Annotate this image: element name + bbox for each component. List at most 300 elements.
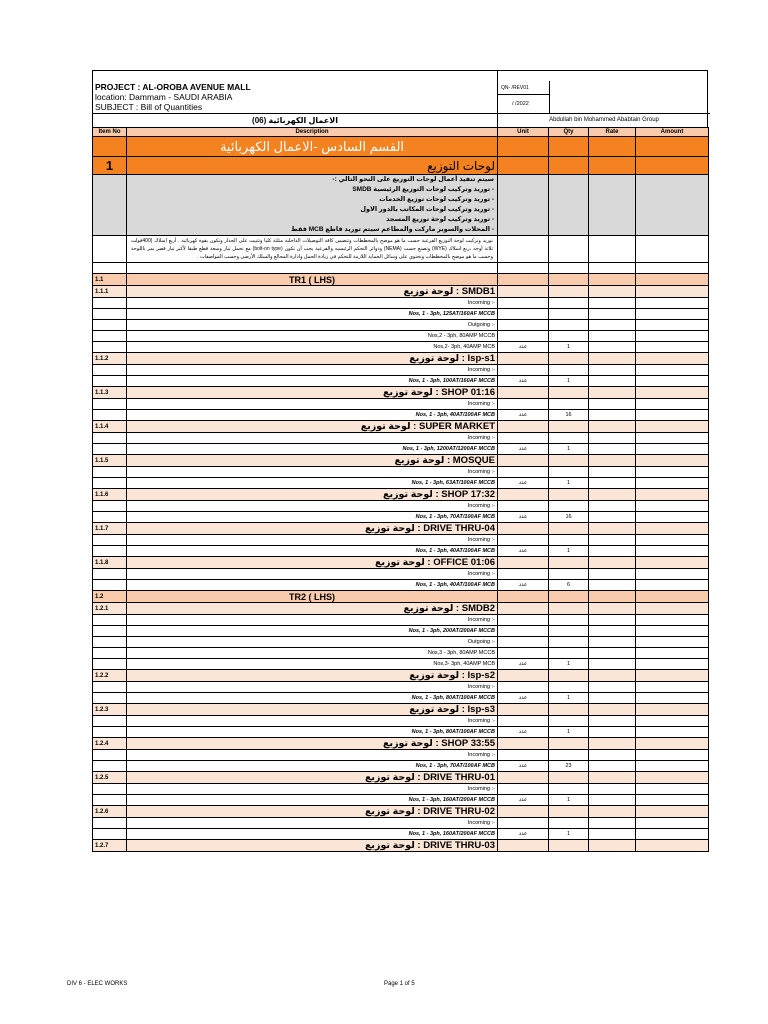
item-unit [498, 818, 549, 829]
item-description: Nos, 1 - 3ph, 1200AT/1200AF MCCB [127, 444, 498, 455]
item-unit [498, 615, 549, 626]
item-amount [636, 829, 709, 840]
item-description: Incoming :- [127, 467, 498, 478]
item-rate [589, 274, 636, 286]
item-number: 1.2.1 [93, 603, 127, 615]
item-rate [589, 320, 636, 331]
item-unit [498, 298, 549, 309]
item-description: لوحة توزيع : OFFICE 01:06 [127, 557, 498, 569]
item-description: Nos, 1 - 3ph, 70AT/100AF MCB [127, 512, 498, 523]
boq-sheet [92, 70, 708, 852]
item-number [93, 309, 127, 320]
item-quantity [549, 489, 589, 501]
item-rate [589, 818, 636, 829]
item-description: Nos, 1 - 3ph, 40AT/100AF MCB [127, 410, 498, 421]
line-row [93, 761, 709, 772]
item-unit [498, 784, 549, 795]
item-quantity [549, 421, 589, 433]
item-amount [636, 444, 709, 455]
item-description: Nos, 1 - 3ph, 70AT/100AF MCB [127, 761, 498, 772]
item-unit [498, 648, 549, 659]
item-quantity: 1 [549, 376, 589, 387]
line-row [93, 501, 709, 512]
item-amount [636, 455, 709, 467]
item-number [93, 410, 127, 421]
item-amount [636, 298, 709, 309]
item-amount [636, 637, 709, 648]
line-row [93, 410, 709, 421]
item-description: Incoming :- [127, 682, 498, 693]
item-number: 1.1.2 [93, 353, 127, 365]
item-rate [589, 670, 636, 682]
item-number [93, 693, 127, 704]
item-rate [589, 795, 636, 806]
item-number [93, 784, 127, 795]
section-title: القسم السادس -الاعمال الكهربائية [127, 137, 498, 157]
item-quantity [549, 750, 589, 761]
line-row [93, 580, 709, 591]
item-row [93, 704, 709, 716]
item-number [93, 331, 127, 342]
item-quantity [549, 569, 589, 580]
division-subtitle: الاعمال الكهربائية (06) [93, 113, 497, 127]
item-number [93, 535, 127, 546]
line-row [93, 376, 709, 387]
item-number: 1.2.5 [93, 772, 127, 784]
item-rate [589, 716, 636, 727]
item-amount [636, 523, 709, 535]
line-row [93, 626, 709, 637]
item-amount [636, 806, 709, 818]
item-description: لوحة توزيع : DRIVE THRU-04 [127, 523, 498, 535]
section-title-row [93, 137, 709, 157]
item-quantity [549, 286, 589, 298]
item-quantity [549, 591, 589, 603]
item-quantity: 1 [549, 829, 589, 840]
scope-line: - توريد وتركيب لوحات توزيع الخدمات [379, 196, 494, 203]
item-number [93, 546, 127, 557]
item-description: Incoming :- [127, 298, 498, 309]
item-description: Nos, 1 - 3ph, 100AT/160AF MCCB [127, 376, 498, 387]
item-rate [589, 387, 636, 399]
quotation-date: / /2022 [498, 95, 550, 113]
item-rate [589, 376, 636, 387]
line-row [93, 298, 709, 309]
item-amount [636, 365, 709, 376]
item-description: Incoming :- [127, 569, 498, 580]
project-name: PROJECT : AL-OROBA AVENUE MALL [95, 82, 251, 92]
item-description: Nos, 1 - 3ph, 63AT/100AF MCCB [127, 478, 498, 489]
line-row [93, 829, 709, 840]
item-amount [636, 331, 709, 342]
item-rate [589, 489, 636, 501]
line-row [93, 716, 709, 727]
item-description: Nos,2- 3ph, 40AMP MCB [127, 342, 498, 353]
item-amount [636, 421, 709, 433]
line-row [93, 750, 709, 761]
item-unit [498, 467, 549, 478]
item-rate [589, 309, 636, 320]
line-row [93, 648, 709, 659]
item-rate [589, 750, 636, 761]
item-rate [589, 512, 636, 523]
item-unit [498, 353, 549, 365]
item-description: Nos,3- 3ph, 40AMP MCB [127, 659, 498, 670]
item-number [93, 512, 127, 523]
item-description: لوحة توزيع : SMDB2 [127, 603, 498, 615]
item-rate [589, 286, 636, 298]
quotation-number: QN- /REV01 [498, 81, 550, 95]
item-description: لوحة توزيع : DRIVE THRU-01 [127, 772, 498, 784]
line-row [93, 467, 709, 478]
item-quantity: 1 [549, 795, 589, 806]
item-number: 1.2.4 [93, 738, 127, 750]
item-unit [498, 331, 549, 342]
line-row [93, 659, 709, 670]
item-row [93, 387, 709, 399]
item-quantity [549, 433, 589, 444]
line-row [93, 309, 709, 320]
item-rate [589, 704, 636, 716]
item-number [93, 298, 127, 309]
scope-line: - المحلات والسوبر ماركت والمطاعم سيتم توريد قاطع MCB فقط [291, 226, 494, 233]
item-description: لوحة توزيع : DRIVE THRU-03 [127, 840, 498, 852]
item-amount [636, 716, 709, 727]
column-header: Amount [636, 128, 709, 137]
item-number: 1.1.5 [93, 455, 127, 467]
item-unit [498, 286, 549, 298]
column-header: Qty [549, 128, 589, 137]
item-amount [636, 580, 709, 591]
item-amount [636, 353, 709, 365]
item-amount [636, 682, 709, 693]
item-unit [498, 320, 549, 331]
item-description: Nos, 1 - 3ph, 200AT/200AF MCCB [127, 626, 498, 637]
item-number: 1.2.6 [93, 806, 127, 818]
item-unit [498, 670, 549, 682]
column-header: Description [127, 128, 498, 137]
item-quantity [549, 467, 589, 478]
item-unit: عدد [498, 795, 549, 806]
item-number [93, 342, 127, 353]
item-unit [498, 750, 549, 761]
item-unit: عدد [498, 478, 549, 489]
item-description: Incoming :- [127, 818, 498, 829]
item-rate [589, 501, 636, 512]
item-quantity: 23 [549, 761, 589, 772]
item-description: Incoming :- [127, 716, 498, 727]
line-row [93, 444, 709, 455]
item-description: Incoming :- [127, 399, 498, 410]
item-rate [589, 365, 636, 376]
item-rate [589, 399, 636, 410]
item-quantity: 16 [549, 512, 589, 523]
item-rate [589, 637, 636, 648]
group-row [93, 591, 709, 603]
item-description: Outgoing :- [127, 320, 498, 331]
item-description: Incoming :- [127, 365, 498, 376]
item-description: لوحة توزيع : SHOP 33:55 [127, 738, 498, 750]
item-amount [636, 626, 709, 637]
item-amount [636, 376, 709, 387]
item-number [93, 659, 127, 670]
item-number [93, 399, 127, 410]
item-number [93, 727, 127, 738]
item-quantity [549, 274, 589, 286]
item-amount [636, 738, 709, 750]
item-rate [589, 615, 636, 626]
item-row [93, 840, 709, 852]
item-row [93, 772, 709, 784]
item-rate [589, 421, 636, 433]
item-unit [498, 365, 549, 376]
item-description: Nos, 1 - 3ph, 160AT/200AF MCCB [127, 829, 498, 840]
item-unit [498, 523, 549, 535]
item-rate [589, 569, 636, 580]
group-row [93, 274, 709, 286]
item-number [93, 501, 127, 512]
item-unit [498, 772, 549, 784]
item-quantity [549, 772, 589, 784]
item-description: TR2 ( LHS) [127, 591, 498, 603]
item-row [93, 603, 709, 615]
item-unit: عدد [498, 376, 549, 387]
item-description: Incoming :- [127, 433, 498, 444]
item-rate [589, 455, 636, 467]
item-description: لوحة توزيع : Isp-s2 [127, 670, 498, 682]
item-amount [636, 478, 709, 489]
item-amount [636, 795, 709, 806]
item-unit [498, 626, 549, 637]
item-number [93, 376, 127, 387]
line-row [93, 342, 709, 353]
item-number: 1.1.8 [93, 557, 127, 569]
item-row [93, 421, 709, 433]
line-row [93, 693, 709, 704]
item-rate [589, 784, 636, 795]
item-quantity [549, 840, 589, 852]
item-unit: عدد [498, 829, 549, 840]
item-unit [498, 704, 549, 716]
item-unit [498, 806, 549, 818]
item-amount [636, 727, 709, 738]
item-number [93, 682, 127, 693]
item-amount [636, 286, 709, 298]
item-amount [636, 591, 709, 603]
item-number [93, 580, 127, 591]
item-amount [636, 818, 709, 829]
item-rate [589, 331, 636, 342]
item-quantity [549, 603, 589, 615]
item-rate [589, 603, 636, 615]
item-quantity: 1 [549, 342, 589, 353]
item-number [93, 648, 127, 659]
item-rate [589, 682, 636, 693]
item-number [93, 569, 127, 580]
item-quantity: 16 [549, 410, 589, 421]
item-quantity [549, 298, 589, 309]
line-row [93, 331, 709, 342]
sheet-header [92, 70, 708, 127]
scope-list [127, 175, 498, 236]
section-number: 1 [93, 157, 127, 175]
item-amount [636, 761, 709, 772]
item-unit: عدد [498, 444, 549, 455]
item-quantity [549, 387, 589, 399]
scope-line: - توريد وتركيب لوحة توزيع المسجد [386, 216, 494, 223]
item-unit: عدد [498, 580, 549, 591]
item-quantity [549, 818, 589, 829]
line-row [93, 546, 709, 557]
item-rate [589, 693, 636, 704]
item-number [93, 615, 127, 626]
item-unit [498, 535, 549, 546]
item-number [93, 320, 127, 331]
item-quantity [549, 523, 589, 535]
item-rate [589, 738, 636, 750]
item-description: Outgoing :- [127, 637, 498, 648]
item-unit [498, 591, 549, 603]
item-unit [498, 501, 549, 512]
item-quantity: 1 [549, 546, 589, 557]
line-row [93, 818, 709, 829]
item-quantity: 1 [549, 478, 589, 489]
item-amount [636, 467, 709, 478]
item-quantity: 1 [549, 659, 589, 670]
line-row [93, 784, 709, 795]
item-rate [589, 829, 636, 840]
item-unit [498, 399, 549, 410]
item-amount [636, 399, 709, 410]
item-amount [636, 603, 709, 615]
footer-page-number: Page 1 of 5 [384, 981, 415, 987]
item-description: Nos, 1 - 3ph, 125AT/160AF MCCB [127, 309, 498, 320]
item-number: 1.2.7 [93, 840, 127, 852]
item-unit [498, 716, 549, 727]
item-description: Incoming :- [127, 615, 498, 626]
item-quantity: 6 [549, 580, 589, 591]
specification-text: توريد وتركيب لوحة التوزيع الفرعية حسب ما هو موضح بالمخططات وتتضمن كافة التوصيلات الداخلية مثلثة كليا وتثبيت على الجدار وتكون بقوة كهربائية . أربع اسلاك (400فولت ثلاثة أوجه ،ربع اسلاك (WYE) وتصنع حسب (NEMA) ودوائر التحكم الرئيسيه والفرعية يجب أن تكون (bolt-on type) مع تحمل تيار وسعة قطع طبقا لأكبر تيار قصر يمر باللوحة وحسب ما هو موضح بالمخططات وتحتوي على وسائل الحماية اللازمة للتحكم في زيادة الحمل وادارة المجالع والسلك الأرضي وحسب المواصفات . [127, 236, 498, 263]
item-amount [636, 750, 709, 761]
item-amount [636, 546, 709, 557]
project-info [93, 71, 497, 127]
item-number [93, 478, 127, 489]
item-quantity [549, 670, 589, 682]
item-unit [498, 637, 549, 648]
line-row [93, 569, 709, 580]
item-amount [636, 569, 709, 580]
item-amount [636, 670, 709, 682]
item-number [93, 750, 127, 761]
item-quantity [549, 626, 589, 637]
item-rate [589, 727, 636, 738]
item-unit: عدد [498, 342, 549, 353]
item-description: لوحة توزيع : SHOP 01:16 [127, 387, 498, 399]
item-description: لوحة توزيع : DRIVE THRU-02 [127, 806, 498, 818]
item-number: 1.1.6 [93, 489, 127, 501]
item-rate [589, 523, 636, 535]
boq-table [92, 127, 709, 852]
line-row [93, 615, 709, 626]
item-quantity [549, 320, 589, 331]
item-unit: عدد [498, 410, 549, 421]
item-amount [636, 501, 709, 512]
item-description: Nos,3 - 3ph, 80AMP MCCB [127, 648, 498, 659]
item-quantity [549, 353, 589, 365]
item-number: 1.1.1 [93, 286, 127, 298]
item-quantity: 1 [549, 444, 589, 455]
item-description: Nos, 1 - 3ph, 40AT/100AF MCB [127, 580, 498, 591]
item-amount [636, 648, 709, 659]
item-amount [636, 342, 709, 353]
item-rate [589, 806, 636, 818]
item-row [93, 455, 709, 467]
item-description: Incoming :- [127, 501, 498, 512]
item-rate [589, 648, 636, 659]
item-rate [589, 298, 636, 309]
item-quantity [549, 648, 589, 659]
item-number [93, 795, 127, 806]
item-quantity: 1 [549, 727, 589, 738]
item-rate [589, 840, 636, 852]
item-amount [636, 489, 709, 501]
item-number [93, 444, 127, 455]
item-description: Nos, 1 - 3ph, 40AT/100AF MCB [127, 546, 498, 557]
item-unit [498, 682, 549, 693]
item-number: 1.1.3 [93, 387, 127, 399]
item-quantity: 1 [549, 693, 589, 704]
item-unit [498, 603, 549, 615]
item-unit [498, 421, 549, 433]
item-rate [589, 410, 636, 421]
item-row [93, 670, 709, 682]
section-subtitle: لوحات التوزيع [127, 157, 498, 175]
item-amount [636, 433, 709, 444]
item-description: Incoming :- [127, 750, 498, 761]
item-unit [498, 557, 549, 569]
item-number [93, 365, 127, 376]
item-number: 1.1 [93, 274, 127, 286]
item-amount [636, 274, 709, 286]
item-number: 1.2 [93, 591, 127, 603]
item-quantity [549, 784, 589, 795]
document-reference [497, 71, 710, 127]
section-subtitle-row [93, 157, 709, 175]
scope-line: - توريد وتركيب لوحات المكاتب بالدور الاول [360, 206, 494, 213]
line-row [93, 795, 709, 806]
item-rate [589, 580, 636, 591]
column-header: Unit [498, 128, 549, 137]
item-rate [589, 626, 636, 637]
item-row [93, 489, 709, 501]
item-unit [498, 840, 549, 852]
item-unit [498, 569, 549, 580]
item-rate [589, 433, 636, 444]
item-number [93, 626, 127, 637]
item-unit: عدد [498, 512, 549, 523]
item-unit [498, 433, 549, 444]
item-unit: عدد [498, 659, 549, 670]
item-amount [636, 659, 709, 670]
item-description: لوحة توزيع : SUPER MARKET [127, 421, 498, 433]
item-row [93, 738, 709, 750]
item-amount [636, 309, 709, 320]
item-quantity [549, 365, 589, 376]
project-location: location: Dammam - SAUDI ARABIA [95, 92, 233, 102]
item-rate [589, 342, 636, 353]
item-description: Nos, 1 - 3ph, 80AT/100AF MCCB [127, 693, 498, 704]
item-row [93, 353, 709, 365]
